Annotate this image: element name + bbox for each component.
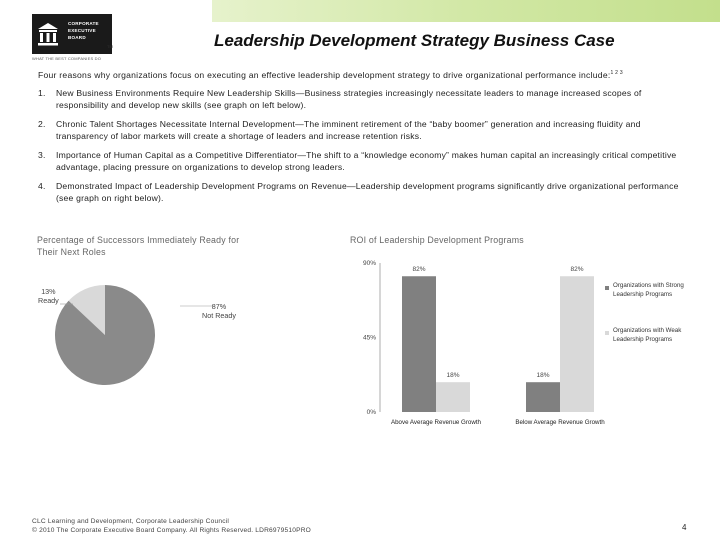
pie-value-not-ready: 87% (211, 302, 227, 311)
reason-number: 4. (38, 181, 46, 191)
reason-text: New Business Environments Require New Leadership Skills—Business strategies increasingly necessitate leaders to manage increased scopes of responsibility and develop new skills (see graph on left below). (56, 88, 642, 110)
bar-data-label: 82% (412, 266, 426, 274)
header-accent-bar (212, 0, 720, 22)
reason-number: 1. (38, 88, 46, 98)
bar-data-label: 18% (446, 372, 460, 380)
intro-sentence: Four reasons why organizations focus on executing an effective leadership development strategy to drive organizational performance include: (38, 70, 611, 80)
bar-strong-above-average (402, 276, 436, 412)
reasons-list (38, 88, 688, 212)
footer-source: CLC Learning and Development, Corporate Leadership Council (32, 518, 230, 525)
bar-data-label: 82% (570, 266, 584, 274)
pie-label-not-ready (197, 302, 241, 320)
footer-copyright: © 2010 The Corporate Executive Board Company. All Rights Reserved. LDR6979510PRO (32, 527, 312, 534)
legend-label-strong: Organizations with Strong Leadership Programs (613, 282, 684, 298)
legend-swatch-strong (605, 286, 609, 290)
page-title: Leadership Development Strategy Business Case (214, 31, 615, 50)
bar-weak-above-average (436, 382, 470, 412)
pie-category-ready: Ready (38, 296, 59, 305)
reason-number: 2. (38, 119, 46, 129)
reason-text: Importance of Human Capital as a Competitive Differentiator—The shift to a “knowledge economy” makes human capital an increasingly critical competitive advantage, placing pressure on organizations to develop strong leaders. (56, 150, 677, 172)
successor-readiness-pie-chart (55, 285, 155, 385)
x-category-label: Above Average Revenue Growth (390, 419, 482, 426)
bar-chart-legend (605, 282, 708, 357)
logo-text: CORPORATE EXECUTIVE BOARD (68, 21, 99, 40)
y-tick-label: 45% (362, 334, 376, 342)
y-tick-label: 90% (362, 260, 376, 267)
footer (32, 517, 311, 535)
intro-footnote-refs: 1 2 3 (610, 70, 623, 77)
bar-weak-below-average (560, 276, 594, 412)
reason-item (38, 119, 688, 142)
trademark-mark: TM (107, 44, 113, 49)
company-logo (32, 14, 112, 54)
building-icon (36, 20, 60, 48)
pie-label-ready (38, 287, 59, 305)
reason-text: Chronic Talent Shortages Necessitate Internal Development—The imminent retirement of the “baby boomer” generation and increasing fluidity and transparency of labor markets will create a shortage of leaders and increase retention risks. (56, 119, 641, 141)
pie-value-ready: 13% (41, 287, 56, 296)
logo-tagline: WHAT THE BEST COMPANIES DO (32, 56, 102, 61)
reason-text: Demonstrated Impact of Leadership Development Programs on Revenue—Leadership development programs significantly drive organizational performance (see graph on right below). (56, 181, 679, 203)
bar-chart-title: ROI of Leadership Development Programs (350, 235, 524, 245)
intro-text (38, 70, 698, 80)
legend-swatch-weak (605, 331, 609, 335)
roi-bar-chart (340, 248, 710, 438)
reason-number: 3. (38, 150, 46, 160)
page-number: 4 (682, 523, 687, 532)
x-category-label: Below Average Revenue Growth (515, 419, 605, 426)
y-tick-label: 0% (366, 409, 376, 416)
pie-chart-title: Percentage of Successors Immediately Ready for Their Next Roles (37, 235, 240, 257)
reason-item (38, 88, 688, 111)
bar-strong-below-average (526, 382, 560, 412)
pie-category-not-ready: Not Ready (202, 311, 236, 320)
reason-item (38, 181, 688, 204)
reason-item (38, 150, 688, 173)
legend-label-weak: Organizations with Weak Leadership Programs (613, 327, 682, 343)
bar-data-label: 18% (536, 372, 550, 380)
